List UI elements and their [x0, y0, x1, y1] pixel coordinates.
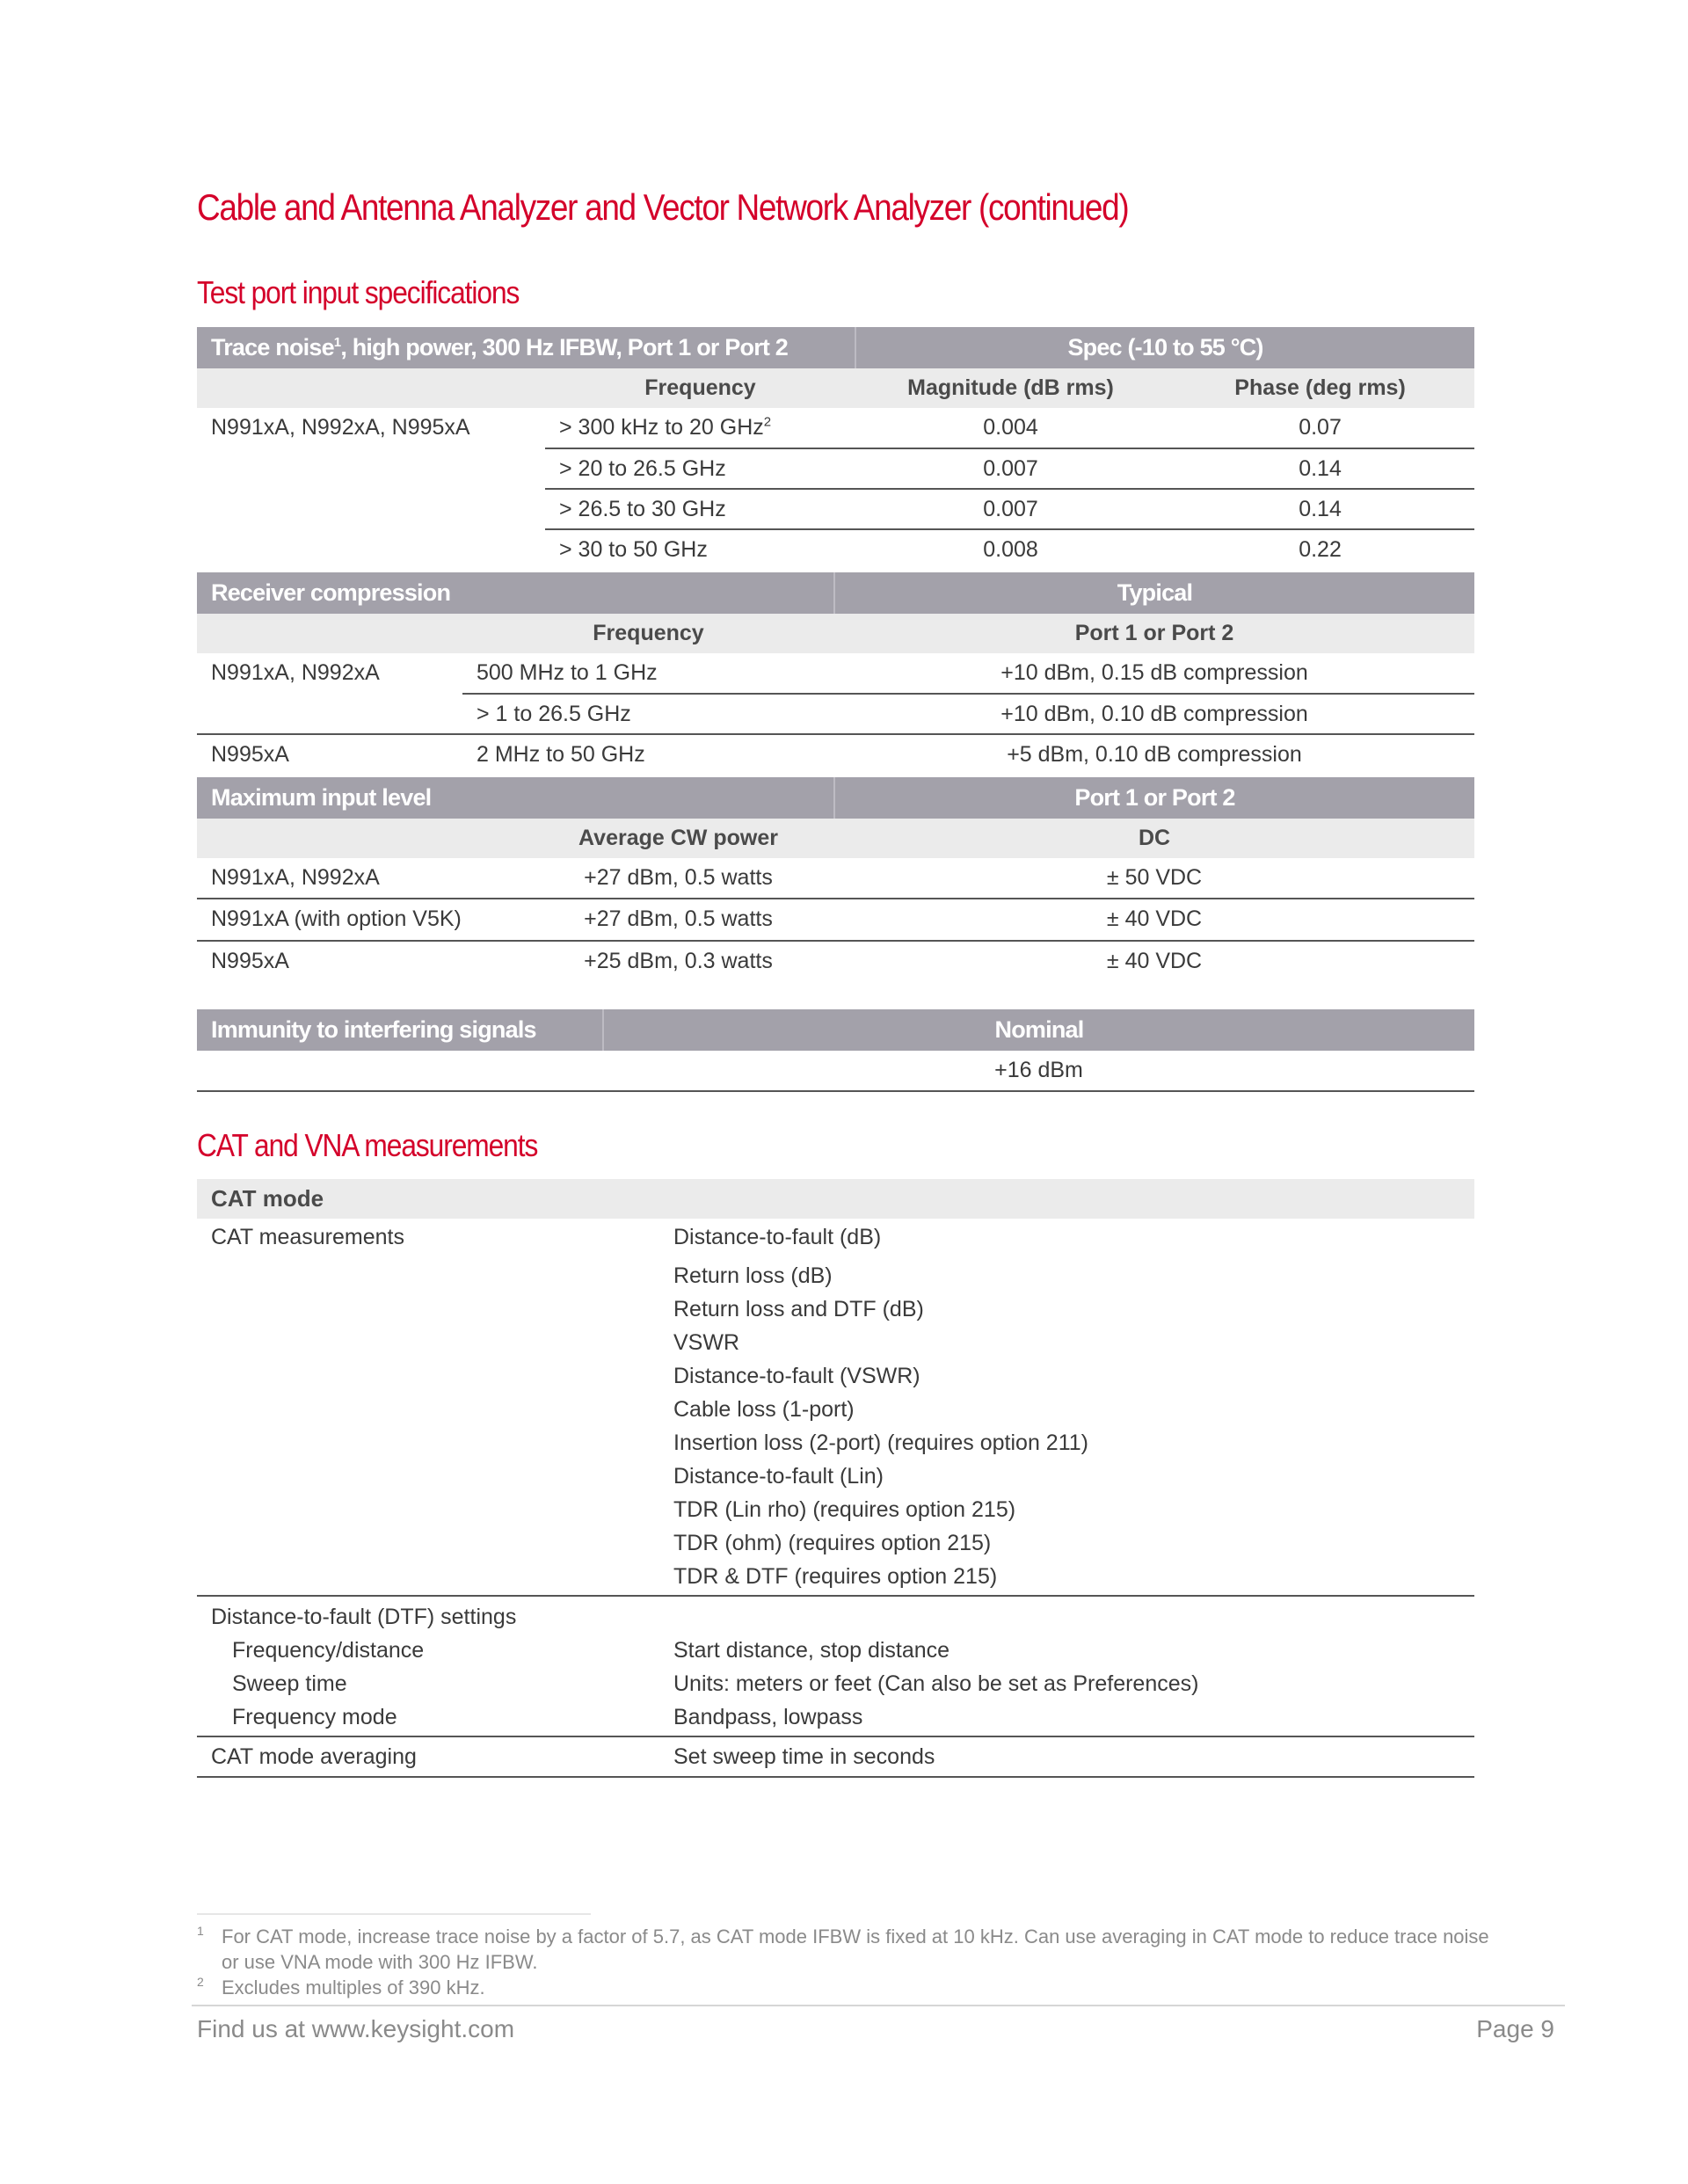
max-input-header: Maximum input level [197, 777, 834, 819]
col-header: Average CW power [522, 819, 834, 858]
table-row: N991xA, N992xA +27 dBm, 0.5 watts ± 50 VDC [197, 858, 1474, 899]
col-header: Magnitude (dB rms) [855, 368, 1166, 408]
page-number: Page 9 [1476, 2015, 1554, 2042]
measurement-item: Return loss and DTF (dB) [673, 1297, 924, 1321]
max-input-level-table [197, 777, 1474, 981]
col-header: Frequency [545, 368, 855, 408]
cat-mode-table [197, 1179, 1474, 1778]
measurement-item: TDR (Lin rho) (requires option 215) [673, 1497, 1016, 1522]
col-header: Frequency [462, 614, 834, 653]
measurement-item: TDR (ohm) (requires option 215) [673, 1531, 992, 1555]
measurement-item: VSWR [673, 1330, 739, 1355]
spec-header: Port 1 or Port 2 [834, 777, 1474, 819]
measurement-item: Cable loss (1-port) [673, 1397, 855, 1422]
col-header: Phase (deg rms) [1166, 368, 1474, 408]
footnote-1: 1 For CAT mode, increase trace noise by a factor of 5.7, as CAT mode IFBW is fixed at 10 kHz. Can use averaging in CAT mode to reduce trace noise or use VNA mode with 300 Hz IFBW. [197, 1924, 1489, 1973]
cat-measurements-list [659, 1219, 1474, 1596]
table-row: N991xA, N992xA, N995xA > 300 kHz to 20 GHz$^2$ 0.004 0.07 [197, 408, 1474, 448]
trace-noise-header: Trace noise$^1$, high power, 300 Hz IFBW, Port 1 or Port 2 [197, 327, 855, 368]
col-header: Port 1 or Port 2 [834, 614, 1474, 653]
immunity-header: Immunity to interfering signals [197, 1009, 603, 1051]
receiver-compression-header: Receiver compression [197, 572, 834, 614]
receiver-compression-table [197, 572, 1474, 775]
footnote-divider [197, 1913, 591, 1915]
col-header: DC [834, 819, 1474, 858]
table-row: > 26.5 to 30 GHz 0.007 0.14 [197, 489, 1474, 529]
table-row: CAT mode averaging Set sweep time in seconds [197, 1736, 1474, 1777]
section-title-test-port: Test port input specifications [197, 274, 520, 310]
table-row: CAT measurements Distance-to-fault (dB) Return loss (dB) Return loss and DTF (dB) VSWR Distance-to-fault (VSWR) Cable loss (1-port) Insertion loss (2-port) (requires option 211) Distance-to-fault (Lin) TDR (Lin rho) (requires option 215) TDR (ohm) (requires option 215) TDR & DTF (requires option 215) [197, 1219, 1474, 1596]
measurement-item: Insertion loss (2-port) (requires option 211) [673, 1431, 1088, 1455]
measurement-item: Distance-to-fault (Lin) [673, 1464, 884, 1489]
footnote-2: 2 Excludes multiples of 390 kHz. [197, 1975, 485, 1998]
table-row: > 20 to 26.5 GHz 0.007 0.14 [197, 448, 1474, 489]
table-row: > 30 to 50 GHz 0.008 0.22 [559, 537, 1342, 562]
table-row: > 1 to 26.5 GHz +10 dBm, 0.10 dB compression [197, 694, 1474, 734]
section-title-cat-vna: CAT and VNA measurements [197, 1127, 538, 1163]
table-row: N995xA +25 dBm, 0.3 watts ± 40 VDC [211, 949, 1203, 973]
spec-header: Spec (-10 to 55 °C) [855, 327, 1474, 368]
trace-noise-table [197, 327, 1474, 570]
table-row: +16 dBm [197, 1051, 1474, 1091]
cat-mode-header: CAT mode [197, 1179, 1474, 1219]
immunity-table [197, 1009, 1474, 1092]
measurement-item: TDR & DTF (requires option 215) [673, 1564, 998, 1589]
spec-header: Nominal [603, 1009, 1474, 1051]
table-row: N991xA (with option V5K) +27 dBm, 0.5 watts ± 40 VDC [197, 899, 1474, 941]
table-row: Distance-to-fault (DTF) settings Frequency/distance Sweep time Frequency mode Start distance, stop distance Units: meters or feet (Can also be set as Preferences) Bandpass, lowpass [197, 1596, 1474, 1736]
model-cell: N991xA, N992xA, N995xA [211, 415, 470, 440]
measurement-item: Distance-to-fault (dB) [673, 1225, 882, 1249]
spec-header: Typical [834, 572, 1474, 614]
page-title: Cable and Antenna Analyzer and Vector Network Analyzer (continued) [197, 186, 1129, 228]
measurement-item: Return loss (dB) [673, 1263, 833, 1288]
measurement-item: Distance-to-fault (VSWR) [673, 1364, 920, 1388]
footer-divider [192, 2005, 1565, 2006]
table-row: N991xA, N992xA 500 MHz to 1 GHz +10 dBm, 0.15 dB compression [197, 653, 1474, 694]
table-row: N995xA 2 MHz to 50 GHz +5 dBm, 0.10 dB compression [211, 742, 1302, 767]
footer-link[interactable]: Find us at www.keysight.com [197, 2015, 515, 2042]
